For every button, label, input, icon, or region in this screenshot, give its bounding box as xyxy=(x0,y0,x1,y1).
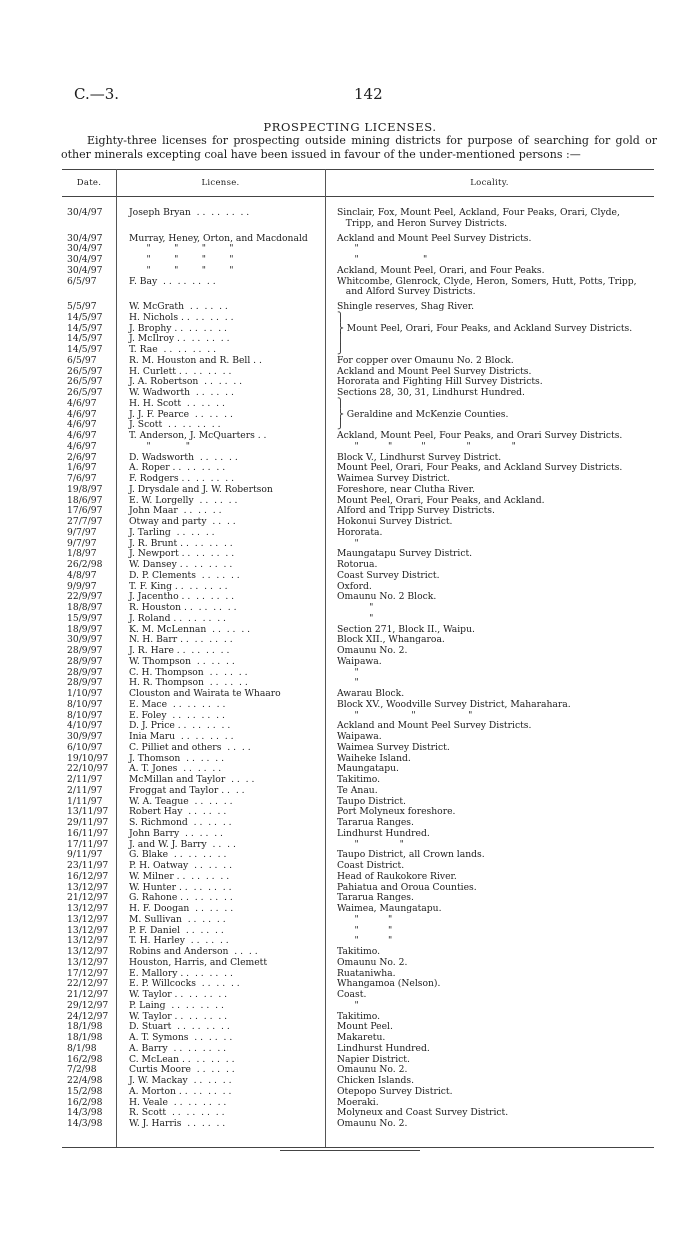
row-license: P. F. Daniel . . . . . . xyxy=(129,925,224,936)
row-license: H. Nichols . . . . . . . . xyxy=(129,312,234,323)
row-locality: Ackland and Mount Peel Survey Districts. xyxy=(337,365,532,377)
table-row xyxy=(0,356,700,367)
row-locality: Alford and Tripp Survey Districts. xyxy=(337,505,495,517)
row-locality: Tararua Ranges. xyxy=(337,892,414,904)
row-locality: Hororata. xyxy=(337,526,383,538)
row-locality: Coast District. xyxy=(337,860,405,871)
row-license: J. Newport . . . . . . . . xyxy=(129,549,235,560)
column-header-date: Date. xyxy=(76,178,102,188)
row-locality: Coast Survey District. xyxy=(337,569,440,581)
row-license: J. Drysdale and J. W. Robertson xyxy=(129,484,273,495)
row-license: J. R. Brunt . . . . . . . . xyxy=(129,538,233,549)
row-date: 8/1/98 xyxy=(67,1042,97,1054)
row-license: Froggat and Taylor . . . . xyxy=(129,785,245,796)
row-date: 2/6/97 xyxy=(67,451,97,463)
row-license: J. Jacentho . . . . . . . . xyxy=(129,592,235,603)
table-row xyxy=(0,399,700,410)
row-date: 17/12/97 xyxy=(67,967,109,979)
row-locality: Port Molyneux foreshore. xyxy=(337,806,456,818)
table-row xyxy=(0,657,700,668)
row-locality: Ackland and Mount Peel Survey Districts. xyxy=(337,232,532,244)
row-license: W. Wadworth . . . . . . xyxy=(129,388,234,398)
row-license: D. P. Clements . . . . . . xyxy=(129,570,240,581)
row-license: J. Tarling . . . . . . xyxy=(129,527,215,538)
table-row xyxy=(0,1044,700,1055)
row-license xyxy=(123,219,331,230)
row-license: Inia Maru . . . . . . . . xyxy=(129,732,234,742)
row-locality: " xyxy=(337,537,359,549)
row-locality: Hororata and Fighting Hill Survey Districts. xyxy=(337,376,543,388)
row-locality: " " xyxy=(337,924,393,936)
table-row xyxy=(0,388,700,399)
row-date: 1/6/97 xyxy=(67,462,97,474)
row-locality: ⎬ Geraldine and McKenzie Counties. xyxy=(337,408,509,420)
row-locality: Tararua Ranges. xyxy=(337,817,414,828)
row-license: F. Bay . . . . . . . . xyxy=(129,276,216,287)
row-license: " " xyxy=(129,441,191,452)
table-row xyxy=(0,334,700,345)
row-locality: " " xyxy=(337,838,404,850)
row-license: E. W. Lorgelly . . . . . . xyxy=(129,495,238,506)
row-license: J. McIlroy . . . . . . . . xyxy=(129,334,230,345)
table-row xyxy=(0,287,700,298)
row-locality: Lindhurst Hundred. xyxy=(337,827,430,839)
row-date: 14/5/97 xyxy=(67,322,103,334)
row-date: 29/12/97 xyxy=(67,999,109,1011)
row-date: 6/5/97 xyxy=(67,275,97,287)
table-row xyxy=(0,614,700,625)
row-locality: " xyxy=(337,999,359,1011)
row-license: W. Taylor . . . . . . . . xyxy=(129,990,228,1000)
row-locality: Waimea Survey District. xyxy=(337,473,450,484)
table-row xyxy=(0,786,700,797)
row-date: 28/9/97 xyxy=(67,666,103,678)
row-license: N. H. Barr . . . . . . . . xyxy=(129,635,233,646)
row-date: 9/7/97 xyxy=(67,537,97,549)
row-locality: Takitimo. xyxy=(337,774,381,785)
table-row xyxy=(0,743,700,754)
row-locality: Block XV., Woodville Survey District, Maharahara. xyxy=(337,698,571,710)
row-locality: Molyneux and Coast Survey District. xyxy=(337,1107,509,1119)
row-date: 2/11/97 xyxy=(67,784,103,796)
row-locality: " " xyxy=(337,913,393,925)
row-license: D. Wadsworth . . . . . . xyxy=(129,452,238,463)
row-date: 18/6/97 xyxy=(67,494,103,506)
row-locality: Ackland, Mount Peel, Orari, and Four Peaks. xyxy=(337,264,545,276)
row-date: 16/11/97 xyxy=(67,827,109,839)
row-license: H. F. Doogan . . . . . . xyxy=(129,904,234,914)
row-locality: Mount Peel, Orari, Four Peaks, and Ackland Survey Districts. xyxy=(337,462,623,474)
row-date: 1/10/97 xyxy=(67,688,103,699)
row-date: 4/6/97 xyxy=(67,430,97,441)
row-date: 28/9/97 xyxy=(67,677,103,689)
row-license: J. J. F. Pearce . . . . . . xyxy=(129,409,233,420)
row-date: 28/9/97 xyxy=(67,655,103,667)
row-license: W. Thompson . . . . . . xyxy=(129,656,235,667)
row-date: 13/12/97 xyxy=(67,913,109,925)
row-locality: Maungatapu. xyxy=(337,763,399,775)
row-license: H. H. Scott . . . . . . xyxy=(129,398,225,409)
row-license: D. J. Price . . . . . . . . xyxy=(129,721,231,732)
row-locality: ⎭ xyxy=(337,419,344,431)
row-date: 14/3/98 xyxy=(67,1118,103,1129)
row-locality: " xyxy=(337,243,359,255)
row-date: 16/2/98 xyxy=(67,1096,103,1108)
table-row xyxy=(0,485,700,496)
row-date: 21/12/97 xyxy=(67,989,109,1000)
row-license: H. Curlett . . . . . . . . xyxy=(129,366,232,377)
row-date: 13/11/97 xyxy=(67,806,109,818)
row-date: 30/9/97 xyxy=(67,731,103,742)
row-license: Robins and Anderson . . . . xyxy=(129,947,258,957)
table-bottom-rule xyxy=(62,1147,654,1148)
row-license: J. R. Hare . . . . . . . . xyxy=(129,646,230,656)
row-license: W. Hunter . . . . . . . . xyxy=(129,882,232,893)
row-locality: Taupo District. xyxy=(337,795,406,807)
row-locality: Lindhurst Hundred. xyxy=(337,1042,430,1054)
row-locality: Coast. xyxy=(337,989,367,1000)
row-locality: " " xyxy=(337,254,428,265)
row-date: 1/11/97 xyxy=(67,795,103,807)
row-date: 15/2/98 xyxy=(67,1085,103,1097)
row-license: M. Sullivan . . . . . . xyxy=(129,914,226,925)
row-license: W. Milner . . . . . . . . xyxy=(129,871,230,882)
row-license: J. and W. J. Barry . . . . xyxy=(129,839,236,850)
row-locality: " xyxy=(337,677,359,689)
row-date: 8/10/97 xyxy=(67,709,103,721)
row-license: W. McGrath . . . . . . xyxy=(129,302,228,312)
row-license: A. Barry . . . . . . . . xyxy=(129,1043,227,1054)
row-locality: Block XII., Whangaroa. xyxy=(337,634,445,646)
row-locality: ⎫ xyxy=(337,311,344,323)
column-header-locality: Locality. xyxy=(470,178,509,188)
row-date: 30/4/97 xyxy=(67,264,103,276)
row-license: W. J. Harris . . . . . . xyxy=(129,1119,226,1129)
row-date: 22/9/97 xyxy=(67,591,103,603)
row-license: W. A. Teague . . . . . . xyxy=(129,796,233,807)
row-locality: " " " xyxy=(337,709,473,721)
row-locality: Head of Raukokore River. xyxy=(337,870,457,882)
row-license xyxy=(123,287,331,298)
row-locality: " " " " " xyxy=(337,440,516,452)
row-locality: and Alford Survey Districts. xyxy=(337,286,476,298)
row-date: 30/4/97 xyxy=(67,232,103,244)
row-license: J. W. Mackay . . . . . . xyxy=(129,1076,232,1086)
row-locality: Mount Peel, Orari, Four Peaks, and Ackland. xyxy=(337,494,545,506)
row-locality: ⎬ Mount Peel, Orari, Four Peaks, and Ackland Survey Districts. xyxy=(337,322,633,334)
row-license: R. M. Houston and R. Bell . . xyxy=(129,355,262,366)
row-date: 13/12/97 xyxy=(67,924,109,936)
row-locality: Whangamoa (Nelson). xyxy=(337,978,441,990)
row-date: 9/7/97 xyxy=(67,526,97,538)
table-row xyxy=(0,528,700,539)
row-date: 29/11/97 xyxy=(67,817,109,828)
row-locality: Omaunu No. 2. xyxy=(337,645,408,656)
row-locality: " xyxy=(337,602,374,613)
row-date: 7/6/97 xyxy=(67,473,97,484)
row-locality: Waipawa. xyxy=(337,655,382,667)
row-locality: ⎫ xyxy=(337,397,344,409)
row-license: T. Anderson, J. McQuarters . . xyxy=(129,431,267,441)
row-license: J. Scott . . . . . . . . xyxy=(129,420,221,431)
table-top-rule xyxy=(62,169,654,170)
row-locality: Section 271, Block II., Waipu. xyxy=(337,623,475,635)
row-license: H. R. Thompson . . . . . . xyxy=(129,678,248,689)
table-row xyxy=(0,1119,700,1130)
row-locality: Ruataniwha. xyxy=(337,967,396,979)
table-end-rule xyxy=(280,1150,420,1151)
row-license: W. Dansey . . . . . . . . xyxy=(129,560,233,570)
row-license: E. P. Willcocks . . . . . . xyxy=(129,979,240,990)
document-code: C.—3. xyxy=(74,85,120,103)
row-date: 18/1/98 xyxy=(67,1021,103,1033)
row-locality: Otepopo Survey District. xyxy=(337,1085,453,1097)
row-date: 9/11/97 xyxy=(67,849,103,861)
table-row xyxy=(0,442,700,453)
row-date: 23/11/97 xyxy=(67,860,109,871)
table-row xyxy=(0,700,700,711)
row-license: J. Brophy . . . . . . . . xyxy=(129,323,227,334)
table-row xyxy=(0,829,700,840)
row-date: 13/12/97 xyxy=(67,881,109,893)
row-locality: Te Anau. xyxy=(337,784,378,796)
row-license: A. T. Symons . . . . . . xyxy=(129,1033,233,1043)
row-locality: Omaunu No. 2. xyxy=(337,1118,408,1129)
row-license: John Maar . . . . . . xyxy=(129,506,222,517)
row-date: 4/6/97 xyxy=(67,397,97,409)
row-license: F. Rodgers . . . . . . . . xyxy=(129,474,235,484)
row-locality: Ackland and Mount Peel Survey Districts. xyxy=(337,720,532,732)
row-date: 9/9/97 xyxy=(67,580,97,592)
row-date: 18/1/98 xyxy=(67,1032,103,1043)
row-locality: Waipawa. xyxy=(337,731,382,742)
license-table-body xyxy=(0,203,700,1130)
row-date xyxy=(0,287,123,298)
row-date: 17/6/97 xyxy=(67,505,103,517)
row-date: 4/6/97 xyxy=(67,440,97,452)
row-date: 14/5/97 xyxy=(67,333,103,345)
row-license: T. F. King . . . . . . . . xyxy=(129,581,228,592)
row-locality: Napier District. xyxy=(337,1053,410,1065)
row-date: 19/8/97 xyxy=(67,483,103,495)
row-locality: Sections 28, 30, 31, Lindhurst Hundred. xyxy=(337,387,525,398)
row-date: 30/9/97 xyxy=(67,634,103,646)
row-date: 16/2/98 xyxy=(67,1053,103,1065)
row-locality: For copper over Omaunu No. 2 Block. xyxy=(337,354,514,366)
row-locality: Takitimo. xyxy=(337,1010,381,1022)
row-license: T. Rae . . . . . . . . xyxy=(129,345,217,355)
row-locality: Waimea Survey District. xyxy=(337,741,450,753)
row-locality: " xyxy=(337,612,374,624)
table-row xyxy=(0,915,700,926)
row-locality: " xyxy=(337,666,359,678)
row-locality: Oxford. xyxy=(337,580,372,592)
row-date: 17/11/97 xyxy=(67,838,109,850)
table-row xyxy=(0,872,700,883)
row-license: G. Blake . . . . . . . . xyxy=(129,850,227,861)
row-locality: Waimea, Maungatapu. xyxy=(337,903,442,914)
row-locality: Foreshore, near Clutha River. xyxy=(337,483,475,495)
intro-paragraph: Eighty-three licenses for prospecting outside mining districts for purpose of searching for gold or other minerals excepting coal have been issued in favour of the under-mentioned persons :— xyxy=(61,134,657,161)
row-locality: Rotorua. xyxy=(337,559,378,570)
row-date: 14/5/97 xyxy=(67,311,103,323)
table-row xyxy=(0,571,700,582)
row-license: Clouston and Wairata te Whaaro xyxy=(129,689,281,699)
row-date: 30/4/97 xyxy=(67,254,103,265)
row-date: 13/12/97 xyxy=(67,935,109,947)
column-header-license: License. xyxy=(201,178,240,188)
row-date: 4/6/97 xyxy=(67,408,97,420)
row-license: A. Roper . . . . . . . . xyxy=(129,463,226,474)
row-date: 15/9/97 xyxy=(67,612,103,624)
row-license: John Barry . . . . . . xyxy=(129,828,223,839)
table-row xyxy=(0,302,700,313)
row-license: J. Roland . . . . . . . . xyxy=(129,613,226,624)
row-locality: Maungatapu Survey District. xyxy=(337,548,473,560)
row-locality: Takitimo. xyxy=(337,946,381,957)
row-license: Joseph Bryan . . . . . . . . xyxy=(129,208,250,218)
row-locality: Omaunu No. 2. xyxy=(337,956,408,968)
row-locality: Mount Peel. xyxy=(337,1021,393,1033)
row-date: 22/10/97 xyxy=(67,763,109,775)
row-locality: Shingle reserves, Shag River. xyxy=(337,301,475,312)
row-date: 19/10/97 xyxy=(67,752,109,764)
row-date: 22/12/97 xyxy=(67,978,109,990)
row-date: 13/12/97 xyxy=(67,956,109,968)
row-date: 5/5/97 xyxy=(67,301,97,312)
row-date: 21/12/97 xyxy=(67,892,109,904)
row-license: K. M. McLennan . . . . . . xyxy=(129,624,251,635)
row-locality: Moeraki. xyxy=(337,1096,379,1108)
row-date: 6/10/97 xyxy=(67,741,103,753)
row-date: 4/6/97 xyxy=(67,419,97,431)
row-license: P. Laing . . . . . . . . xyxy=(129,1000,224,1011)
row-date: 18/8/97 xyxy=(67,602,103,613)
row-date: 22/4/98 xyxy=(67,1075,103,1086)
row-date: 27/7/97 xyxy=(67,516,103,527)
row-license: Murray, Heney, Orton, and Macdonald xyxy=(129,233,308,244)
row-date: 4/10/97 xyxy=(67,720,103,732)
row-date: 1/8/97 xyxy=(67,548,97,560)
row-license: P. H. Oatway . . . . . . xyxy=(129,861,233,871)
row-date: 28/9/97 xyxy=(67,645,103,656)
row-date: 26/5/97 xyxy=(67,365,103,377)
row-locality: Chicken Islands. xyxy=(337,1075,415,1086)
row-license: " " " " xyxy=(129,255,234,265)
row-license: S. Richmond . . . . . . xyxy=(129,818,232,828)
row-locality: Whitcombe, Glenrock, Clyde, Heron, Somers, Hutt, Potts, Tripp, xyxy=(337,275,637,287)
section-title: PROSPECTING LICENSES. xyxy=(263,120,437,134)
row-license: E. Foley . . . . . . . . xyxy=(129,710,225,721)
row-license: R. Houston . . . . . . . . xyxy=(129,603,237,613)
row-date: 6/5/97 xyxy=(67,354,97,366)
row-license: C. Pilliet and others . . . . xyxy=(129,742,251,753)
row-date: 26/5/97 xyxy=(67,376,103,388)
row-locality: Awarau Block. xyxy=(337,688,405,699)
table-row xyxy=(0,1087,700,1098)
table-header-rule xyxy=(62,196,654,197)
row-locality: ⎪ xyxy=(337,333,344,345)
row-license: A. Morton . . . . . . . . xyxy=(129,1086,232,1097)
row-date: 14/3/98 xyxy=(67,1107,103,1119)
row-date: 13/12/97 xyxy=(67,903,109,914)
row-date xyxy=(0,219,123,230)
row-date: 7/2/98 xyxy=(67,1064,97,1076)
row-date: 30/4/97 xyxy=(67,207,103,218)
row-license: W. Taylor . . . . . . . . xyxy=(129,1011,228,1022)
row-date: 8/10/97 xyxy=(67,698,103,710)
row-locality: Pahiatua and Oroua Counties. xyxy=(337,881,477,893)
row-license: E. Mallory . . . . . . . . xyxy=(129,968,233,979)
row-license: C. H. Thompson . . . . . . xyxy=(129,667,248,678)
table-row xyxy=(0,410,700,421)
row-locality: Ackland, Mount Peel, Four Peaks, and Orari Survey Districts. xyxy=(337,430,623,441)
row-date: 16/12/97 xyxy=(67,870,109,882)
row-date: 26/5/97 xyxy=(67,387,103,398)
row-locality: ⎭ xyxy=(337,344,344,355)
row-license: G. Rahone . . . . . . . . xyxy=(129,893,233,904)
row-date: 13/12/97 xyxy=(67,946,109,957)
row-license: R. Scott . . . . . . . . xyxy=(129,1108,225,1119)
row-license: H. Veale . . . . . . . . xyxy=(129,1097,227,1108)
row-locality: Tripp, and Heron Survey Districts. xyxy=(337,217,508,229)
row-locality: Block V., Lindhurst Survey District. xyxy=(337,451,502,463)
table-row xyxy=(0,1001,700,1012)
row-locality: Sinclair, Fox, Mount Peel, Ackland, Four Peaks, Orari, Clyde, xyxy=(337,207,620,218)
row-date: 18/9/97 xyxy=(67,623,103,635)
row-locality: Waiheke Island. xyxy=(337,752,411,764)
table-row xyxy=(0,219,700,230)
table-row xyxy=(0,958,700,969)
row-license: T. H. Harley . . . . . . xyxy=(129,936,229,947)
row-license: J. Thomson . . . . . . xyxy=(129,753,225,764)
page-number: 142 xyxy=(354,85,383,103)
row-license: Robert Hay . . . . . . xyxy=(129,807,227,818)
row-license: J. A. Robertson . . . . . . xyxy=(129,377,243,388)
row-date: 26/2/98 xyxy=(67,559,103,570)
row-license: E. Mace . . . . . . . . xyxy=(129,699,226,710)
row-license: D. Stuart . . . . . . . . xyxy=(129,1022,230,1033)
row-locality: Hokonui Survey District. xyxy=(337,516,453,527)
row-date: 30/4/97 xyxy=(67,243,103,255)
row-license: A. T. Jones . . . . . . xyxy=(129,764,222,775)
page-header xyxy=(74,85,654,105)
table-row xyxy=(0,313,700,324)
row-license: " " " " xyxy=(129,244,234,255)
row-locality: Makaretu. xyxy=(337,1032,386,1043)
table-row xyxy=(0,324,700,335)
row-license: C. McLean . . . . . . . . xyxy=(129,1054,235,1065)
row-locality: Taupo District, all Crown lands. xyxy=(337,849,485,861)
row-locality: Omaunu No. 2 Block. xyxy=(337,591,437,603)
row-license: " " " " xyxy=(129,265,234,276)
row-license: McMillan and Taylor . . . . xyxy=(129,775,255,785)
row-locality: " " xyxy=(337,935,393,947)
row-license: Curtis Moore . . . . . . xyxy=(129,1065,235,1076)
row-date: 2/11/97 xyxy=(67,774,103,785)
row-license: Otway and party . . . . xyxy=(129,517,236,527)
table-row xyxy=(0,266,700,277)
row-locality: Omaunu No. 2. xyxy=(337,1064,408,1076)
row-license: Houston, Harris, and Clemett xyxy=(129,957,268,968)
row-date: 14/5/97 xyxy=(67,344,103,355)
row-date: 24/12/97 xyxy=(67,1010,109,1022)
row-date: 4/8/97 xyxy=(67,569,97,581)
